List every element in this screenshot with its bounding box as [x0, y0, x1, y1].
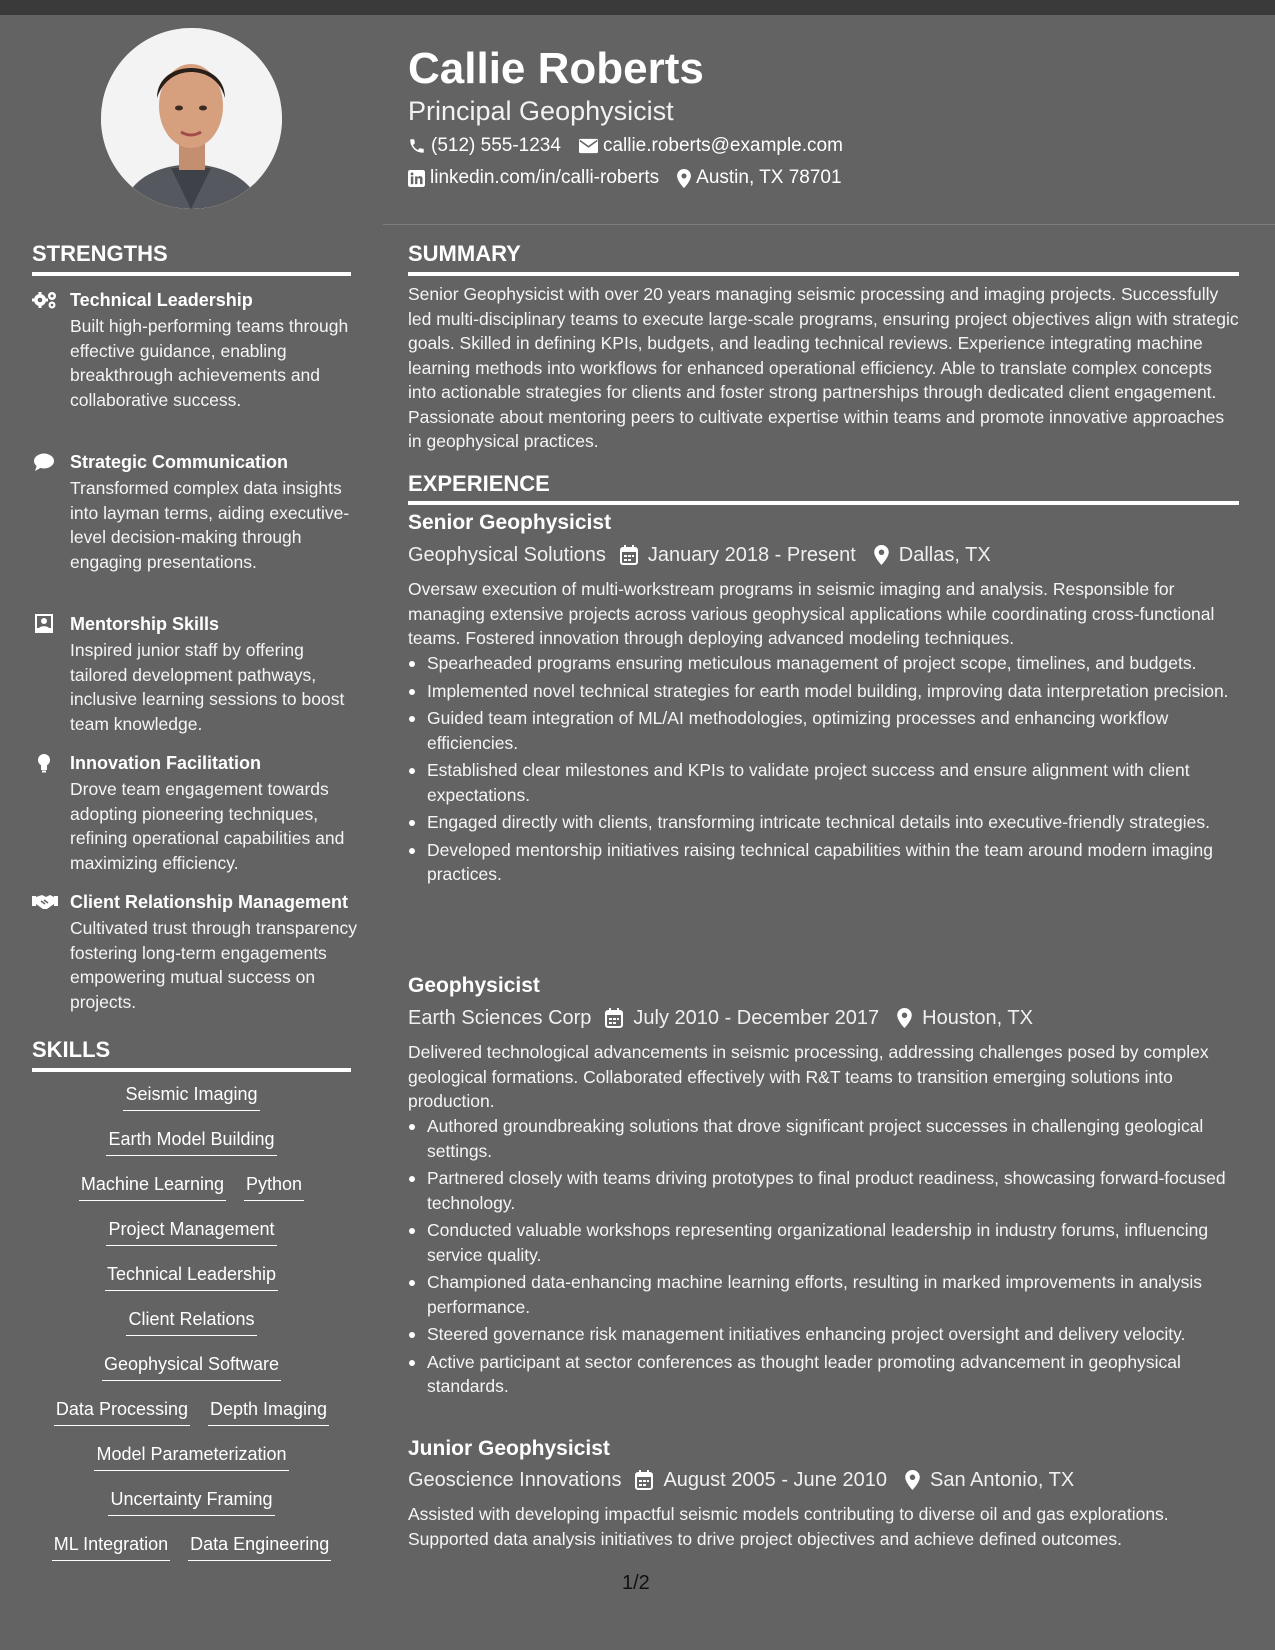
strength-title: Technical Leadership	[70, 290, 253, 310]
phone-text: (512) 555-1234	[431, 135, 561, 156]
job-bullets	[408, 651, 1241, 890]
skill-row	[32, 1352, 351, 1397]
envelope-icon	[579, 138, 598, 154]
skill-tag: Client Relations	[126, 1307, 256, 1336]
phone-icon	[408, 137, 426, 155]
skill-row	[32, 1487, 351, 1532]
header-divider	[383, 224, 1275, 225]
handshake-icon	[32, 892, 58, 912]
location-text: Austin, TX 78701	[696, 167, 842, 188]
job-title: Junior Geophysicist	[408, 1437, 610, 1460]
job-location: San Antonio, TX	[929, 1469, 1075, 1491]
lightbulb-icon	[32, 753, 58, 773]
job-bullets	[408, 1114, 1241, 1402]
email-text[interactable]: callie.roberts@example.com	[602, 135, 843, 156]
job-summary: Delivered technological advancements in seismic processing, addressing challenges posed by complex geological formations. Collaborated effectively with R&T teams to transition emerging solutions into production.	[408, 1042, 1209, 1111]
calendar-icon	[605, 1008, 623, 1028]
strengths-heading: STRENGTHS	[32, 241, 168, 266]
strength-title: Innovation Facilitation	[70, 753, 262, 773]
summary-heading: SUMMARY	[408, 241, 521, 266]
contact-row-2	[408, 166, 860, 190]
job-location: Dallas, TX	[898, 544, 991, 566]
map-pin-icon	[874, 545, 889, 565]
bullet-item: Developed mentorship initiatives raising technical capabilities within the team around modern imaging practices.	[408, 838, 1241, 887]
skills-rule	[32, 1068, 351, 1072]
skills-heading: SKILLS	[32, 1037, 111, 1062]
profile-photo	[101, 28, 282, 209]
job-dates: July 2010 - December 2017	[633, 1007, 880, 1029]
map-pin-icon	[897, 1008, 912, 1028]
bullet-item: Guided team integration of ML/AI methodologies, optimizing processes and enhancing workflow efficiencies.	[408, 706, 1241, 755]
skill-tag: Earth Model Building	[106, 1127, 276, 1156]
job-dates: August 2005 - June 2010	[663, 1469, 887, 1491]
skill-tag: Model Parameterization	[94, 1442, 288, 1471]
job-company: Earth Sciences Corp	[408, 1007, 592, 1029]
map-pin-icon	[905, 1470, 920, 1490]
candidate-role: Principal Geophysicist	[408, 96, 674, 126]
top-bar	[0, 0, 1275, 15]
job-title: Senior Geophysicist	[408, 511, 612, 534]
bullet-item: Steered governance risk management initiatives enhancing project oversight and delivery velocity.	[408, 1322, 1241, 1347]
skill-tag: Depth Imaging	[208, 1397, 329, 1426]
strength-title: Mentorship Skills	[70, 614, 220, 634]
bullet-item: Authored groundbreaking solutions that drove significant project successes in challenging geological settings.	[408, 1114, 1241, 1163]
skill-tag: Technical Leadership	[105, 1262, 278, 1291]
skill-row	[32, 1217, 351, 1262]
job-company: Geophysical Solutions	[408, 544, 606, 566]
skill-row	[32, 1532, 351, 1577]
phone-contact	[408, 134, 561, 158]
linkedin-icon	[408, 170, 425, 187]
skill-tag: Seismic Imaging	[123, 1082, 259, 1111]
map-pin-icon	[677, 169, 691, 188]
skill-tag: ML Integration	[52, 1532, 170, 1561]
strength-title: Strategic Communication	[70, 452, 289, 472]
bullet-item: Implemented novel technical strategies for earth model building, improving data interpretation precision.	[408, 679, 1241, 704]
skill-row	[32, 1082, 351, 1127]
bullet-item: Championed data-enhancing machine learning efforts, resulting in marked improvements in analysis performance.	[408, 1270, 1241, 1319]
bullet-item: Conducted valuable workshops representing organizational leadership in industry forums, influencing service quality.	[408, 1218, 1241, 1267]
job-meta	[408, 1005, 1033, 1031]
strength-desc: Built high-performing teams through effective guidance, enabling breakthrough achievements and collaborative success.	[70, 316, 349, 410]
summary-text: Senior Geophysicist with over 20 years managing seismic processing and imaging projects. Successfully led multi-disciplinary teams to execute large-scale programs, ensuring project objectives align with strategic goals. Skilled in defining KPIs, budgets, and leading technical reviews. Experience integrating machine learning methods into workflows for enhanced operational efficiency. Able to translate complex concepts into actionable strategies for clients and foster strong partnerships through dedicated client engagement. Passionate about mentoring peers to cultivate expertise within teams and promote innovative approaches in geophysical practices.	[408, 284, 1239, 451]
strength-desc: Drove team engagement towards adopting pioneering techniques, refining operational capabilities and maximizing efficiency.	[70, 779, 345, 873]
strength-desc: Transformed complex data insights into layman terms, aiding executive-level decision-making through engaging presentations.	[70, 478, 350, 572]
linkedin-text[interactable]: linkedin.com/in/calli-roberts	[430, 167, 660, 188]
page-number: 1/2	[622, 1572, 650, 1594]
skill-row	[32, 1172, 351, 1217]
skill-row	[32, 1397, 351, 1442]
strength-title: Client Relationship Management	[70, 892, 349, 912]
bullet-item: Established clear milestones and KPIs to validate project success and ensure alignment with client expectations.	[408, 758, 1241, 807]
skill-row	[32, 1442, 351, 1487]
job-meta	[408, 542, 991, 568]
skill-tag: Data Engineering	[188, 1532, 331, 1561]
job-title: Geophysicist	[408, 974, 540, 997]
skill-tag: Machine Learning	[79, 1172, 226, 1201]
email-contact[interactable]	[579, 134, 843, 158]
calendar-icon	[635, 1470, 653, 1490]
calendar-icon	[620, 545, 638, 565]
job-summary: Assisted with developing impactful seismic models contributing to diverse oil and gas explorations. Supported data analysis initiatives to drive project objectives and achieve defined outcomes.	[408, 1504, 1169, 1549]
skill-tag: Data Processing	[54, 1397, 190, 1426]
skill-tag: Uncertainty Framing	[108, 1487, 274, 1516]
gears-icon	[32, 290, 58, 310]
experience-heading: EXPERIENCE	[408, 471, 550, 496]
experience-rule	[408, 501, 1239, 505]
contact-row-1	[408, 134, 861, 158]
bullet-item: Partnered closely with teams driving prototypes to final product readiness, showcasing forward-focused technology.	[408, 1166, 1241, 1215]
job-dates: January 2018 - Present	[647, 544, 856, 566]
strength-desc: Inspired junior staff by offering tailored development pathways, inclusive learning sessions to boost team knowledge.	[70, 640, 345, 734]
skill-row	[32, 1262, 351, 1307]
skills-list	[32, 1082, 351, 1577]
teacher-icon	[32, 614, 58, 634]
skill-tag: Python	[244, 1172, 304, 1201]
speech-bubble-icon	[32, 452, 58, 472]
job-summary: Oversaw execution of multi-workstream programs in seismic imaging and analysis. Responsible for managing extensive projects across various geophysical applications while coordinating cross-functional teams. Fostered innovation through deploying advanced modeling techniques.	[408, 579, 1215, 648]
job-meta	[408, 1467, 1074, 1493]
strength-desc: Cultivated trust through transparency fostering long-term engagements empowering mutual success on projects.	[70, 918, 357, 1012]
summary-rule	[408, 272, 1239, 276]
strengths-rule	[32, 272, 351, 276]
bullet-item: Spearheaded programs ensuring meticulous management of project scope, timelines, and budgets.	[408, 651, 1241, 676]
linkedin-contact[interactable]	[408, 166, 659, 190]
bullet-item: Active participant at sector conferences as thought leader promoting advancement in geophysical standards.	[408, 1350, 1241, 1399]
skill-tag: Geophysical Software	[102, 1352, 281, 1381]
skill-tag: Project Management	[106, 1217, 276, 1246]
job-company: Geoscience Innovations	[408, 1469, 622, 1491]
job-location: Houston, TX	[922, 1007, 1033, 1029]
candidate-name: Callie Roberts	[408, 44, 704, 93]
skill-row	[32, 1127, 351, 1172]
skill-row	[32, 1307, 351, 1352]
location-contact	[677, 166, 841, 190]
bullet-item: Engaged directly with clients, transforming intricate technical details into executive-friendly strategies.	[408, 810, 1241, 835]
